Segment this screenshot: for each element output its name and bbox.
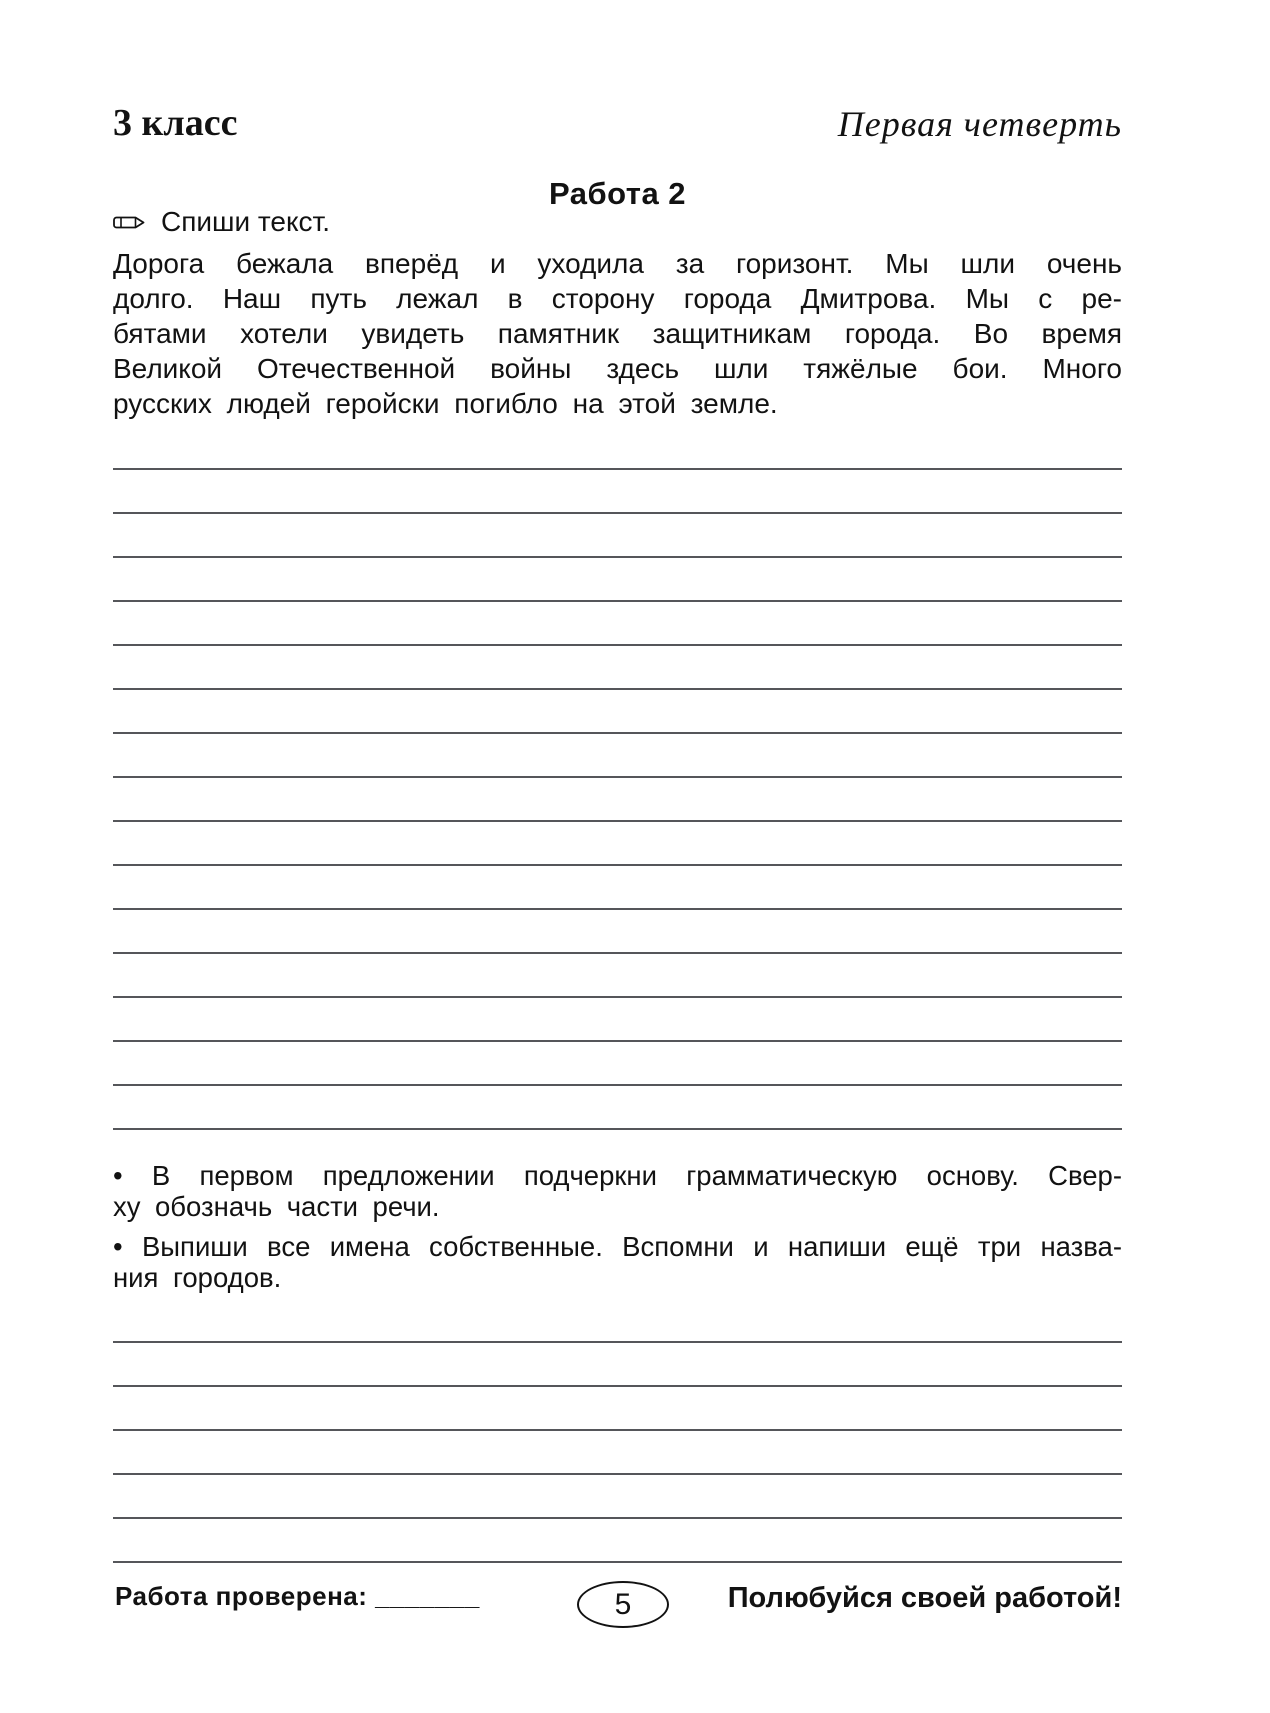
writing-line[interactable] (113, 1086, 1122, 1130)
text-line: • В первом предложении подчеркни грамматическую основу. Свер- (113, 1160, 1122, 1191)
text-line: долго. Наш путь лежал в сторону города Дмитрова. Мы с ре- (113, 283, 1122, 314)
writing-line[interactable] (113, 1475, 1122, 1519)
writing-line[interactable] (113, 1431, 1122, 1475)
writing-line[interactable] (113, 1299, 1122, 1343)
writing-line[interactable] (113, 426, 1122, 470)
writing-line[interactable] (113, 1343, 1122, 1387)
writing-line[interactable] (113, 1387, 1122, 1431)
grade-label: 3 класс (113, 102, 238, 144)
page-number-oval (577, 1581, 669, 1628)
writing-line[interactable] (113, 822, 1122, 866)
writing-line[interactable] (113, 558, 1122, 602)
writing-line[interactable] (113, 998, 1122, 1042)
text-line: • Выпиши все имена собственные. Вспомни и напиши ещё три назва- (113, 1231, 1122, 1262)
pencil-icon (113, 213, 145, 232)
instruction-row (113, 208, 330, 236)
page-title: Работа 2 (548, 176, 687, 211)
writing-line[interactable] (113, 1519, 1122, 1563)
writing-line[interactable] (113, 690, 1122, 734)
dictation-text (113, 246, 1122, 421)
writing-line[interactable] (113, 1042, 1122, 1086)
quarter-label: Первая четверть (837, 104, 1122, 144)
text-line: ния городов. (113, 1262, 282, 1293)
text-line: русских людей геройски погибло на этой земле. (113, 388, 778, 419)
writing-lines-section-1[interactable] (113, 426, 1122, 1130)
task-list (113, 1160, 1122, 1302)
text-line: бятами хотели увидеть памятник защитникам города. Во время (113, 318, 1122, 349)
writing-line[interactable] (113, 602, 1122, 646)
text-line: ху обозначь части речи. (113, 1191, 440, 1222)
writing-lines-section-2[interactable] (113, 1299, 1122, 1563)
text-line: Великой Отечественной войны здесь шли тяжёлые бои. Много (113, 353, 1122, 384)
writing-line[interactable] (113, 734, 1122, 778)
praise-label: Полюбуйся своей работой! (727, 1582, 1122, 1614)
page-number: 5 (614, 1587, 632, 1621)
instruction-text: Спиши текст. (161, 206, 331, 237)
work-checked-label: Работа проверена: _______ (115, 1581, 480, 1611)
writing-line[interactable] (113, 910, 1122, 954)
writing-line[interactable] (113, 470, 1122, 514)
text-line: Дорога бежала вперёд и уходила за горизонт. Мы шли очень (113, 248, 1122, 279)
writing-line[interactable] (113, 778, 1122, 822)
writing-line[interactable] (113, 954, 1122, 998)
writing-line[interactable] (113, 866, 1122, 910)
task-item-1 (113, 1160, 1122, 1222)
writing-line[interactable] (113, 646, 1122, 690)
writing-line[interactable] (113, 514, 1122, 558)
task-item-2 (113, 1231, 1122, 1293)
